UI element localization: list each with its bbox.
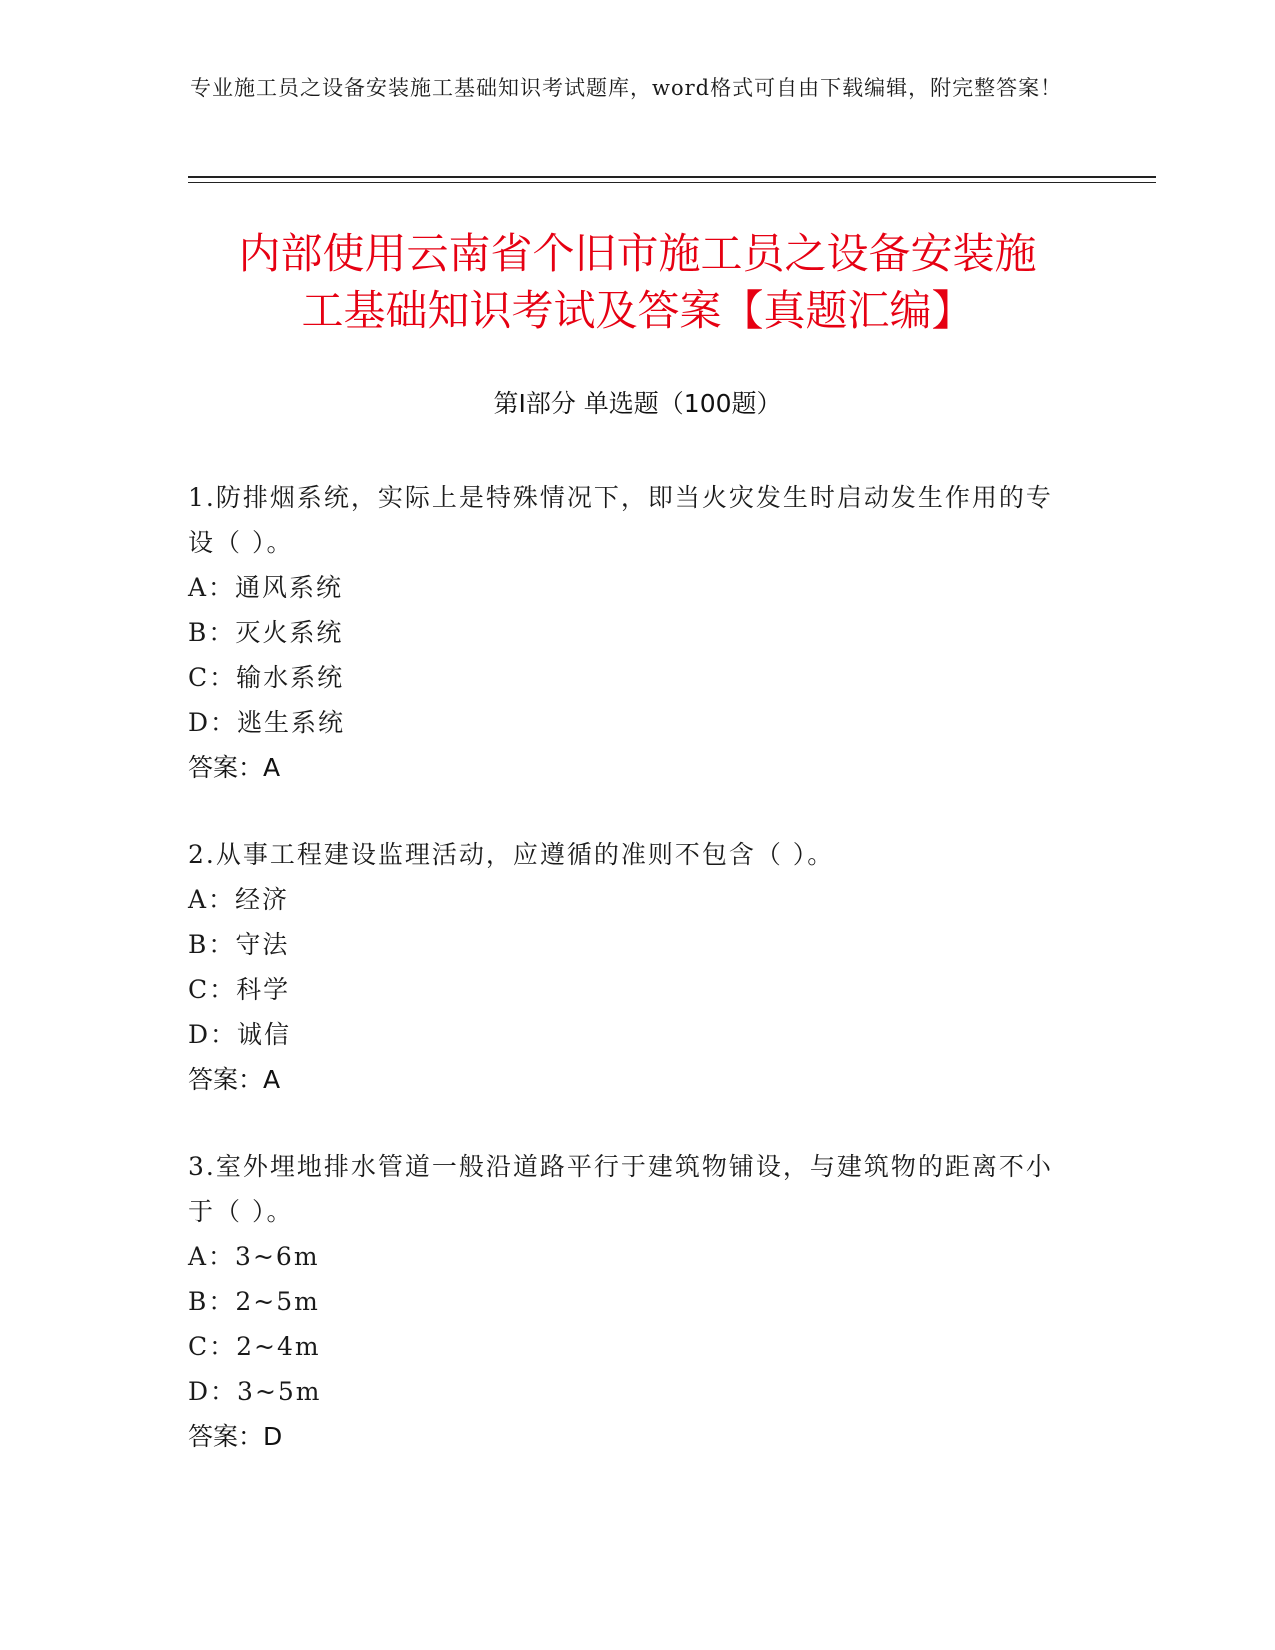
- option-c: C：输水系统: [188, 663, 345, 692]
- option-b: B：灭火系统: [188, 618, 344, 647]
- question-stem: 2.从事工程建设监理活动，应遵循的准则不包含（ ）。: [188, 840, 835, 869]
- question-stem: 3.室外埋地排水管道一般沿道路平行于建筑物铺设，与建筑物的距离不小于（ ）。: [188, 1152, 1053, 1226]
- section-title: 第Ⅰ部分 单选题（100题）: [493, 389, 782, 418]
- document-title-line-1: 内部使用云南省个旧市施工员之设备安装施: [238, 229, 1037, 278]
- option-a: A：经济: [188, 885, 290, 914]
- option-a: A：通风系统: [188, 573, 344, 602]
- question-stem: 1.防排烟系统，实际上是特殊情况下，即当火灾发生时启动发生作用的专设（ ）。: [188, 483, 1053, 557]
- option-c: C：2~4m: [188, 1332, 321, 1361]
- header-note: 专业施工员之设备安装施工基础知识考试题库，word格式可自由下载编辑，附完整答案！: [190, 76, 1063, 100]
- answer: 答案：A: [188, 1065, 281, 1094]
- option-d: D：逃生系统: [188, 708, 346, 737]
- option-a: A：3~6m: [188, 1242, 320, 1271]
- option-b: B：2~5m: [188, 1287, 320, 1316]
- option-c: C：科学: [188, 975, 291, 1004]
- question-list: [188, 475, 1068, 1501]
- option-d: D：3~5m: [188, 1377, 322, 1406]
- answer: 答案：A: [188, 753, 281, 782]
- question-2: [188, 832, 1068, 1102]
- option-d: D：诚信: [188, 1020, 292, 1049]
- document-title-line-2: 工基础知识考试及答案【真题汇编】: [301, 286, 974, 335]
- header-divider-thin: [188, 182, 1156, 183]
- question-3: [188, 1144, 1068, 1459]
- question-1: [188, 475, 1068, 790]
- header-divider-thick: [188, 176, 1156, 178]
- document-title: [150, 225, 1125, 339]
- option-b: B：守法: [188, 930, 290, 959]
- answer: 答案：D: [188, 1422, 283, 1451]
